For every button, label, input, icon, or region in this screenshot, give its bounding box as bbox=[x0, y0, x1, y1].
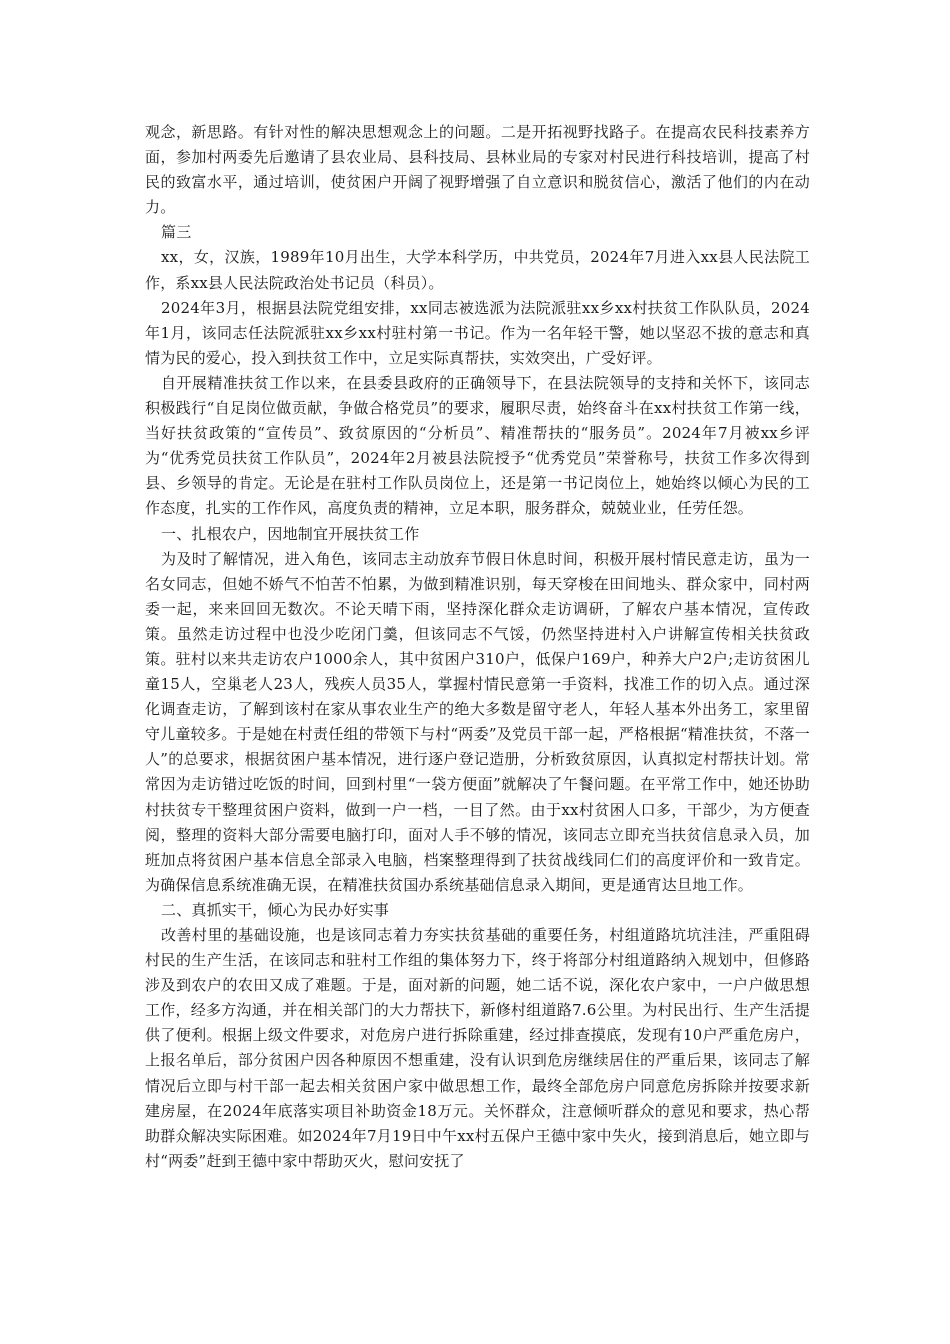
section-title-part-three: 篇三 bbox=[161, 223, 192, 242]
paragraph-achievements: 自开展精准扶贫工作以来，在县委县政府的正确领导下，在县法院领导的支持和关怀下，该同志积极践行“自足岗位做贡献，争做合格党员”的要求，履职尽责，始终奋斗在xx村扶贫工作第一线，当好扶贫政策的“宣传员”、致贫原因的“分析员”、精准帮扶的“服务员”。2024年7月被xx乡评为“优秀党员扶贫工作队员”，2024年2月被县法院授予“优秀党员”荣誉称号，扶贫工作多次得到县、乡领导的肯定。无论是在驻村工作队员岗位上，还是第一书记岗位上，她始终以倾心为民的工作态度，扎实的工作作风，高度负责的精神，立足本职，服务群众，兢兢业业，任劳任怨。 bbox=[145, 373, 810, 518]
paragraph-field-visits: 为及时了解情况，进入角色，该同志主动放弃节假日休息时间，积极开展村情民意走访，虽为一名女同志，但她不娇气不怕苦不怕累，为做到精准识别，每天穿梭在田间地头、群众家中，同村两委一起，来来回回无数次。不论天晴下雨，坚持深化群众走访调研，了解农户基本情况，宣传政策。虽然走访过程中也没少吃闭门羹，但该同志不气馁，仍然坚持进村入户讲解宣传相关扶贫政策。驻村以来共走访农户1000余人，其中贫困户310户，低保户169户，种养大户2户;走访贫困儿童15人，空巢老人23人，残疾人员35人，掌握村情民意第一手资料，找准工作的切入点。通过深化调查走访，了解到该村在家从事农业生产的绝大多数是留守老人，年轻人基本外出务工，家里留守儿童较多。于是她在村责任组的带领下与村“两委”及党员干部一起，严格根据“精准扶贫，不落一人”的总要求，根据贫困户基本情况，进行逐户登记造册，分析致贫原因，认真拟定村帮扶计划。常常因为走访错过吃饭的时间，回到村里“一袋方便面”就解决了午餐问题。在平常工作中，她还协助村扶贫专干整理贫困户资料，做到一户一档，一目了然。由于xx村贫困人口多，干部少，为方便查阅，整理的资料大部分需要电脑打印，面对人手不够的情况，该同志立即充当扶贫信息录入员，加班加点将贫困户基本信息全部录入电脑，档案整理得到了扶贫战线同仁们的高度评价和一致肯定。为确保信息系统准确无误，在精准扶贫国办系统基础信息录入期间，更是通宵达旦地工作。 bbox=[145, 549, 810, 894]
paragraph-profile: xx，女，汉族，1989年10月出生，大学本科学历，中共党员，2024年7月进入xx县人民法院工作，系xx县人民法院政治处书记员（科员）。 bbox=[145, 248, 810, 292]
section-heading-one: 一、扎根农户，因地制宜开展扶贫工作 bbox=[161, 524, 420, 543]
paragraph-continuation: 观念，新思路。有针对性的解决思想观念上的问题。二是开拓视野找路子。在提高农民科技素养方面，参加村两委先后邀请了县农业局、县科技局、县林业局的专家对村民进行科技培训，提高了村民的致富水平，通过培训，使贫困户开阔了视野增强了自立意识和脱贫信心，激活了他们的内在动力。 bbox=[145, 123, 810, 217]
paragraph-infrastructure: 改善村里的基础设施，也是该同志着力夯实扶贫基础的重要任务，村组道路坑坑洼洼，严重阻碍村民的生产生活，在该同志和驻村工作组的集体努力下，终于将部分村组道路纳入规划中，但修路涉及到农户的农田又成了难题。于是，面对新的问题，她二话不说，深化农户家中，一户户做思想工作，经多方沟通，并在相关部门的大力帮扶下，新修村组道路7.6公里。为村民出行、生产生活提供了便利。根据上级文件要求，对危房户进行拆除重建，经过排查摸底，发现有10户严重危房户，上报名单后，部分贫困户因各种原因不想重建，没有认识到危房继续居住的严重后果，该同志了解情况后立即与村干部一起去相关贫困户家中做思想工作，最终全部危房户同意危房拆除并按要求新建房屋，在2024年底落实项目补助资金18万元。关怀群众，注意倾听群众的意见和要求，热心帮助群众解决实际困难。如2024年7月19日中午xx村五保户王德中家中失火，接到消息后，她立即与村“两委”赶到王德中家中帮助灭火，慰问安抚了 bbox=[145, 926, 810, 1170]
paragraph-assignment: 2024年3月，根据县法院党组安排，xx同志被选派为法院派驻xx乡xx村扶贫工作队队员，2024年1月，该同志任法院派驻xx乡xx村驻村第一书记。作为一名年轻干警，她以坚忍不拔的意志和真情为民的爱心，投入到扶贫工作中，立足实际真帮扶，实效突出，广受好评。 bbox=[145, 298, 810, 367]
section-heading-two: 二、真抓实干，倾心为民办好实事 bbox=[161, 900, 390, 919]
document-page bbox=[145, 120, 810, 1174]
